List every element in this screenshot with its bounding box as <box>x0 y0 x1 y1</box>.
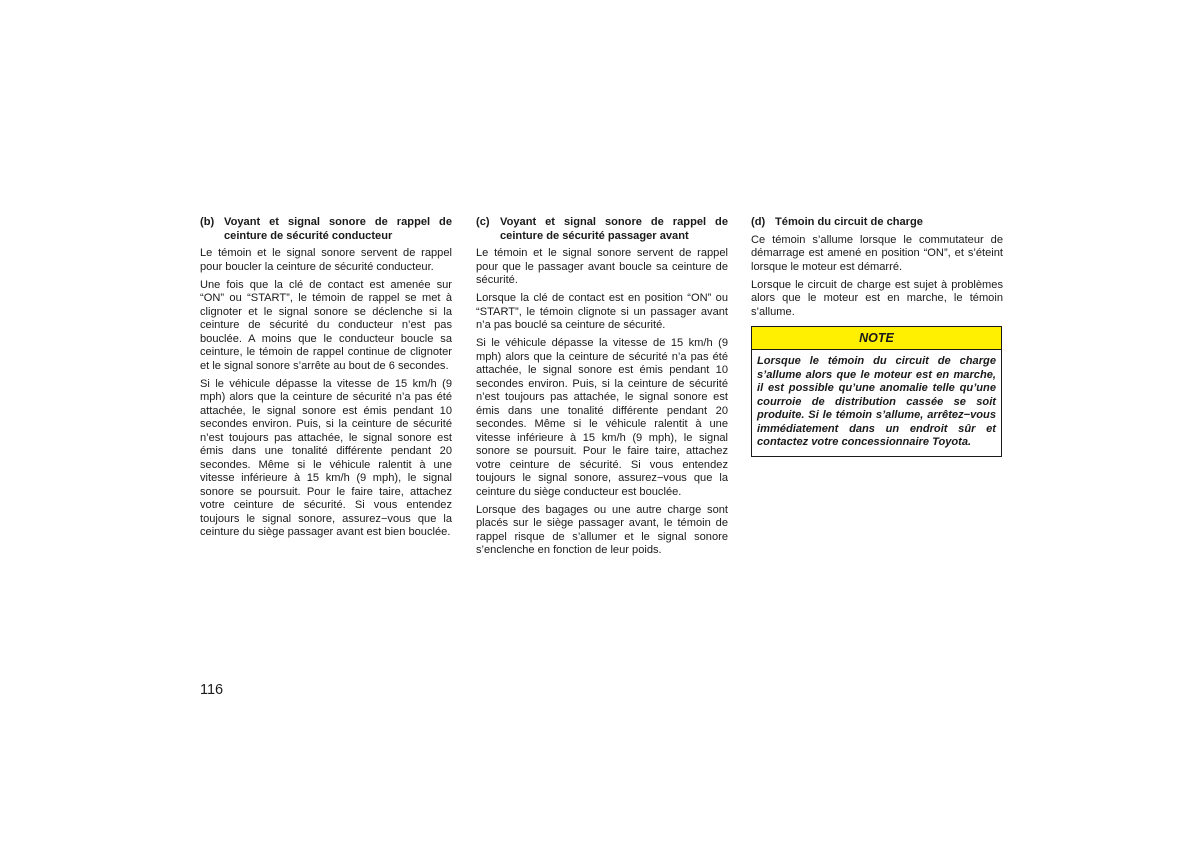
section-b-letter: (b) <box>200 216 215 228</box>
section-c <box>476 216 728 562</box>
section-b-title: Voyant et signal sonore de rappel de ceinture de sécurité conducteur <box>224 216 452 242</box>
section-d <box>751 216 1003 457</box>
note-title: NOTE <box>752 327 1001 350</box>
note-text: Lorsque le témoin du circuit de charge s’allume alors que le moteur est en marche, il est possible qu’une anomalie telle qu’une courroie de distribution cassée se soit produite. Si le témoin s’allume, arrêtez−vous immédiatement dans un endroit sûr et contactez votre concessionnaire Toyota. <box>757 355 996 448</box>
section-d-paragraph-1: Ce témoin s’allume lorsque le commutateur de démarrage est amené en position “ON”, et s’éteint lorsque le moteur est démarré. <box>751 233 1003 273</box>
section-b-paragraph-3: Si le véhicule dépasse la vitesse de 15 km/h (9 mph) alors que la ceinture de sécurité n’a pas été attachée, le signal sonore est émis pendant 10 secondes environ. Puis, si la ceinture de sécurité n’est toujours pas attachée, le signal sonore est émis dans une tonalité différente pendant 20 secondes. Même si le véhicule ralentit à une vitesse inférieure à 15 km/h (9 mph), le signal sonore se poursuit. Pour le faire taire, attachez votre ceinture de sécurité. Si vous entendez toujours le signal sonore, assurez−vous que la ceinture du siège passager avant est bien bouclée. <box>200 377 452 538</box>
section-b-paragraph-1: Le témoin et le signal sonore servent de rappel pour boucler la ceinture de sécurité conducteur. <box>200 247 452 273</box>
section-c-paragraph-3: Si le véhicule dépasse la vitesse de 15 km/h (9 mph) alors que la ceinture de sécurité n’a pas été attachée, le signal sonore est émis pendant 10 secondes environ. Puis, si la ceinture de sécurité n’est toujours pas attachée, le signal sonore est émis dans une tonalité différente pendant 20 secondes. Même si le véhicule ralentit à une vitesse inférieure à 15 km/h (9 mph), le signal sonore se poursuit. Pour le faire taire, attachez votre ceinture de sécurité. Si vous entendez toujours le signal sonore, assurez−vous que la ceinture du siège conducteur est bouclée. <box>476 337 728 498</box>
section-b-paragraph-2: Une fois que la clé de contact est amenée sur “ON” ou “START”, le témoin de rappel se met à clignoter et le signal sonore se déclenche si la ceinture de sécurité du conducteur n’est pas bouclée. A moins que le conducteur boucle sa ceinture, le témoin de rappel continue de clignoter et le signal sonore s’arrête au bout de 6 secondes. <box>200 278 452 372</box>
section-c-title: Voyant et signal sonore de rappel de ceinture de sécurité passager avant <box>500 216 728 242</box>
section-c-paragraph-1: Le témoin et le signal sonore servent de rappel pour que le passager avant boucle sa ceinture de sécurité. <box>476 247 728 286</box>
note-box <box>751 326 1002 457</box>
page-number: 116 <box>200 682 224 698</box>
section-d-paragraph-2: Lorsque le circuit de charge est sujet à problèmes alors que le moteur est en marche, le témoin s’allume. <box>751 278 1003 318</box>
section-b <box>200 216 452 544</box>
section-d-letter: (d) <box>751 216 766 228</box>
section-c-paragraph-4: Lorsque des bagages ou une autre charge sont placés sur le siège passager avant, le témoin de rappel risque de s’allumer et le signal sonore s’enclenche en fonction de leur poids. <box>476 503 728 556</box>
section-c-heading <box>476 216 728 243</box>
section-d-heading <box>751 216 1003 230</box>
section-b-heading <box>200 216 452 243</box>
section-d-title: Témoin du circuit de charge <box>775 216 923 228</box>
section-c-paragraph-2: Lorsque la clé de contact est en position “ON” ou “START”, le témoin clignote si un passager avant n’a pas bouclé sa ceinture de sécurité. <box>476 292 728 331</box>
section-c-letter: (c) <box>476 216 490 228</box>
